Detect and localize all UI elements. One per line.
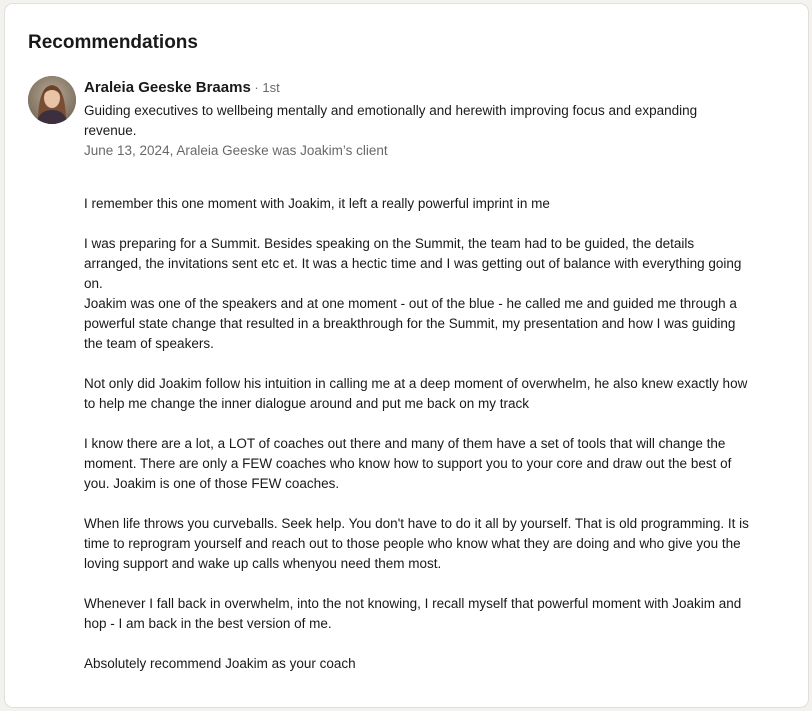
author-headline: Guiding executives to wellbeing mentally and emotionally and herewith improving focus and expanding revenue. xyxy=(84,103,698,138)
paragraph-7: Absolutely recommend Joakim as your coach xyxy=(84,656,356,671)
author-avatar[interactable] xyxy=(28,76,76,124)
recommendation-text xyxy=(84,194,754,674)
avatar-photo-icon xyxy=(28,76,76,124)
author-name-link[interactable]: Araleia Geeske Braams xyxy=(84,79,251,96)
paragraph-1: I remember this one moment with Joakim, it left a really powerful imprint in me xyxy=(84,196,550,211)
paragraph-3: Not only did Joakim follow his intuition in calling me at a deep moment of overwhelm, he also knew exactly how to help me change the inner dialogue around and put me back on my track xyxy=(84,376,748,411)
section-title: Recommendations xyxy=(28,32,198,53)
paragraph-2-line-a: I was preparing for a Summit. Besides speaking on the Summit, the team had to be guided, the details arranged, the invitations sent etc et. It was a hectic time and I was getting out of balance with everything going on. xyxy=(84,236,742,291)
paragraph-5: When life throws you curveballs. Seek help. You don't have to do it all by yourself. That is old programming. It is time to reprogram yourself and reach out to those people who know what they are doing and who give you the loving support and wake up calls whenyou need them most. xyxy=(84,516,749,571)
paragraph-2-line-b: Joakim was one of the speakers and at one moment - out of the blue - he called me and guided me through a powerful state change that resulted in a breakthrough for the Summit, my presentation and how I was guiding the team of speakers. xyxy=(84,296,737,351)
recommendation-date: June 13, 2024, Araleia Geeske was Joakim’s client xyxy=(84,143,388,158)
connection-degree: 1st xyxy=(262,80,280,95)
degree-separator: · xyxy=(250,80,263,95)
paragraph-2 xyxy=(84,234,754,354)
author-name-line xyxy=(84,78,734,98)
recommendations-card xyxy=(5,4,808,707)
recommendation-meta xyxy=(84,78,734,161)
paragraph-4: I know there are a lot, a LOT of coaches out there and many of them have a set of tools that will change the moment. There are only a FEW coaches who know how to support you to your core and draw out the best of you. Joakim is one of those FEW coaches. xyxy=(84,436,732,491)
paragraph-6: Whenever I fall back in overwhelm, into the not knowing, I recall myself that powerful moment with Joakim and hop - I am back in the best version of me. xyxy=(84,596,742,631)
